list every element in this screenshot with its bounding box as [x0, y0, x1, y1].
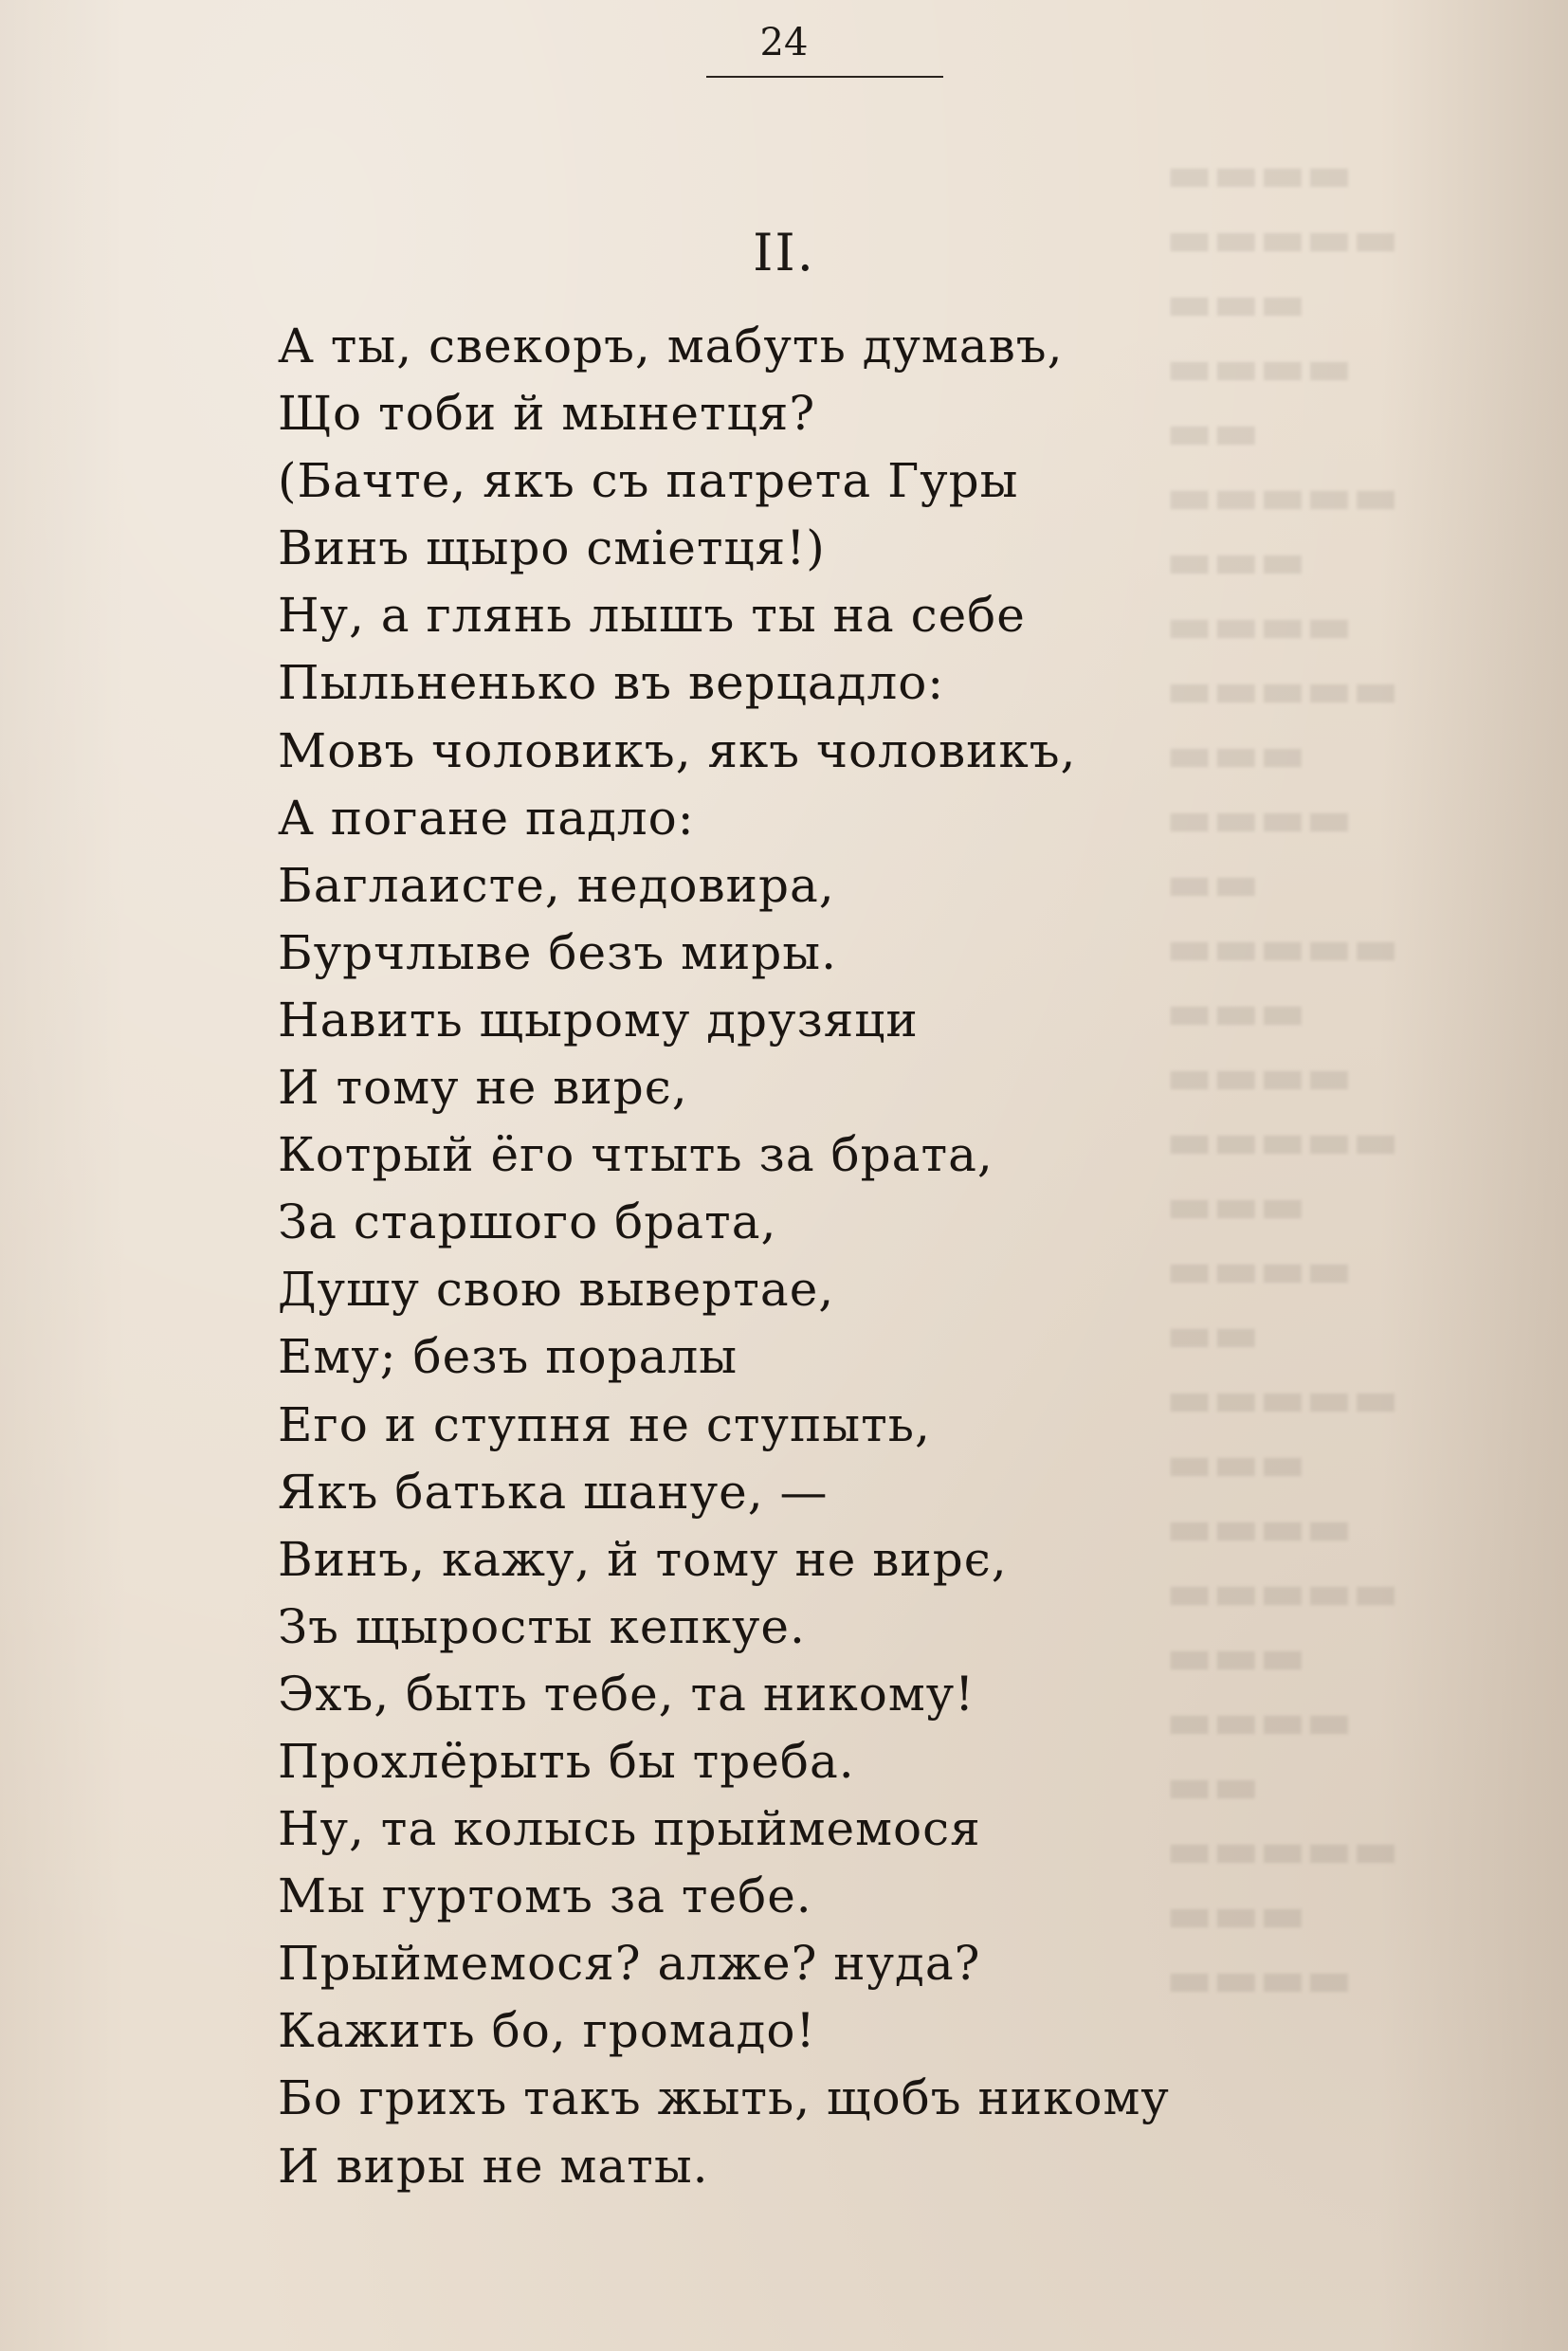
poem-line: Мовъ чоловикъ, якъ чоловикъ, [278, 722, 1077, 778]
poem-line: А погане падло: [278, 790, 695, 846]
poem-line: Эхъ, быть тебе, та никому! [278, 1666, 975, 1722]
section-heading: II. [753, 223, 815, 282]
poem-line: Що тоби й мынетця? [278, 386, 816, 442]
poem-line: И тому не вирє, [278, 1060, 688, 1116]
poem-line: Ну, та колысь прыймемося [278, 1801, 981, 1857]
poem-line: Баглаисте, недовира, [278, 857, 835, 913]
poem-line: Навить щырому друзяци [278, 992, 919, 1048]
poem-line: И виры не маты. [278, 2138, 709, 2194]
poem-line: Мы гуртомъ за тебе. [278, 1868, 812, 1924]
poem-line: Якъ батька шануе, — [278, 1464, 829, 1520]
poem-line: Прыймемося? алже? нуда? [278, 1936, 981, 1992]
poem-line: Винъ щыро сміетця!) [278, 520, 826, 576]
poem-line: За старшого брата, [278, 1194, 777, 1250]
page-number: 24 [759, 21, 809, 64]
poem-line: Прохлёрыть бы треба. [278, 1733, 855, 1789]
poem-line: Винъ, кажу, й тому не вирє, [278, 1531, 1008, 1587]
poem-line: Пыльненько въ верцадло: [278, 655, 945, 711]
header-rule [706, 76, 943, 78]
poem-line: Душу свою вывертае, [278, 1262, 835, 1318]
poem-line: Котрый ёго чтыть за брата, [278, 1127, 994, 1183]
poem-line: (Бачте, якъ съ патрета Гуры [278, 453, 1019, 509]
poem-text [278, 313, 1170, 2200]
poem-line: Зъ щыросты кепкуе. [278, 1598, 806, 1654]
show-through-text: ▬▬▬▬ ▬▬▬▬▬ ▬▬▬ ▬▬▬▬ ▬▬ ▬▬▬▬▬ ▬▬▬ ▬▬▬▬ ▬▬▬▬▬ ▬▬▬ ▬▬▬▬ ▬▬ ▬▬▬▬▬ ▬▬▬ ▬▬▬▬ ▬▬▬▬▬ ▬▬▬ ▬▬▬▬ ▬▬ ▬▬▬▬▬ ▬▬▬ ▬▬▬▬ ▬▬▬▬▬ ▬▬▬ ▬▬▬▬ ▬▬ ▬▬▬▬▬ ▬▬▬ ▬▬▬▬ [1166, 146, 1399, 2008]
poem-line: Бо грихъ такъ жыть, щобъ никому [278, 2070, 1170, 2126]
poem-line: Бурчлыве безъ миры. [278, 924, 837, 980]
poem-line: Ему; безъ поралы [278, 1329, 738, 1385]
poem-line: А ты, свекоръ, мабуть думавъ, [278, 319, 1064, 374]
poem-line: Его и ступня не ступыть, [278, 1396, 931, 1452]
poem-line: Кажить бо, громадо! [278, 2003, 816, 2059]
poem-line: Ну, а глянь лышъ ты на себе [278, 588, 1026, 644]
